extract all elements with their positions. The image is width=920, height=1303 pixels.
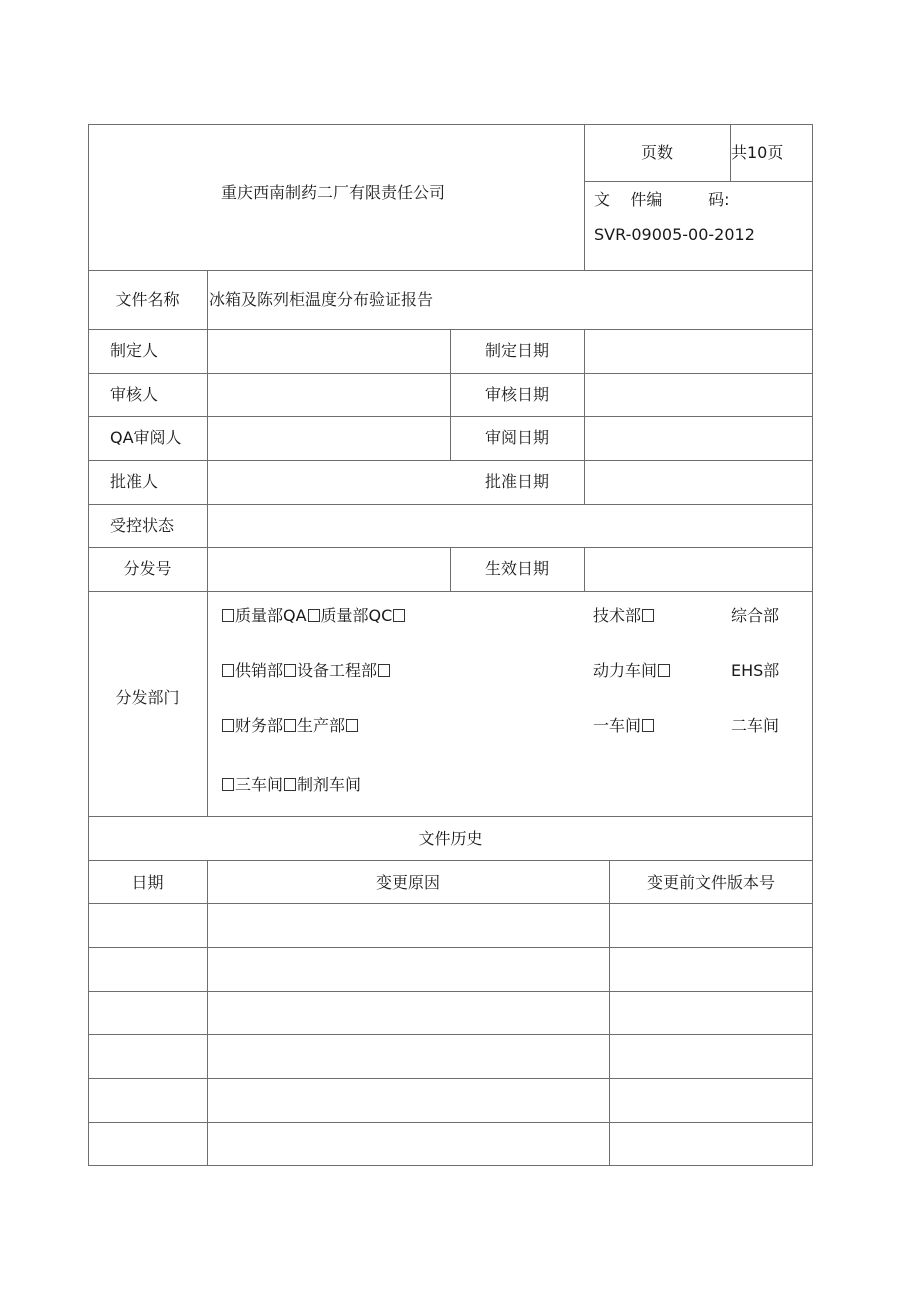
- dept-name: 技术部: [593, 606, 642, 625]
- checkbox[interactable]: [222, 778, 234, 791]
- history-title: 文件历史: [418, 829, 483, 848]
- dept-line: [593, 661, 671, 681]
- pages-value: 共10页: [731, 143, 784, 162]
- dept-line: [593, 606, 655, 626]
- divider: [88, 860, 813, 861]
- divider: [609, 860, 610, 1166]
- divider: [88, 1034, 813, 1035]
- row-label: 制定人: [110, 341, 159, 360]
- dept-name: 制剂车间: [297, 775, 362, 794]
- dept-name: 动力车间: [593, 661, 658, 680]
- checkbox[interactable]: [284, 664, 296, 677]
- checkbox[interactable]: [346, 719, 358, 732]
- form-frame: [88, 124, 813, 1166]
- row-label: 审阅日期: [484, 428, 549, 447]
- row-label: 制定日期: [484, 341, 549, 360]
- status-label: 受控状态: [110, 516, 175, 535]
- history-col-header: 变更前文件版本号: [646, 873, 775, 892]
- history-col-header: 日期: [131, 873, 164, 892]
- divider: [88, 991, 813, 992]
- checkbox[interactable]: [222, 609, 234, 622]
- divider: [88, 460, 813, 461]
- doc-name-label: 文件名称: [115, 290, 180, 309]
- row-label: 批准人: [110, 472, 159, 491]
- checkbox[interactable]: [222, 664, 234, 677]
- dept-name: 质量部QA: [235, 606, 307, 625]
- pages-label: 页数: [640, 143, 673, 162]
- dept-name: 设备工程部: [297, 661, 378, 680]
- dept-name: 财务部: [235, 716, 284, 735]
- checkbox[interactable]: [308, 609, 320, 622]
- dept-line: [221, 661, 391, 681]
- divider: [88, 903, 813, 904]
- divider: [584, 181, 813, 182]
- divider: [584, 329, 585, 504]
- row-label: 审核日期: [484, 385, 549, 404]
- checkbox[interactable]: [393, 609, 405, 622]
- doc-code-label: 文 件编 码:: [594, 190, 730, 209]
- dept-name: EHS部: [731, 661, 780, 680]
- divider: [584, 547, 585, 591]
- dept-name: 生产部: [297, 716, 346, 735]
- divider: [88, 947, 813, 948]
- divider: [88, 1078, 813, 1079]
- history-col-header: 变更原因: [375, 873, 440, 892]
- checkbox[interactable]: [284, 778, 296, 791]
- distribution-label: 分发部门: [115, 688, 180, 707]
- dept-name: 二车间: [731, 716, 780, 735]
- doc-name-value: 冰箱及陈列柜温度分布验证报告: [209, 290, 434, 309]
- checkbox[interactable]: [642, 719, 654, 732]
- checkbox[interactable]: [284, 719, 296, 732]
- dept-name: 综合部: [731, 606, 780, 625]
- dept-name: 一车间: [593, 716, 642, 735]
- divider: [88, 591, 813, 592]
- doc-code-value: SVR-09005-00-2012: [594, 225, 755, 244]
- divider: [207, 270, 208, 816]
- dept-line: [221, 606, 406, 626]
- effective-date-label: 生效日期: [484, 559, 549, 578]
- dept-line: [221, 716, 359, 736]
- row-label: 批准日期: [484, 472, 549, 491]
- dept-name: 质量部QC: [320, 606, 393, 625]
- row-label: QA审阅人: [110, 428, 182, 447]
- checkbox[interactable]: [378, 664, 390, 677]
- checkbox[interactable]: [642, 609, 654, 622]
- divider: [88, 504, 813, 505]
- divider: [207, 860, 208, 1166]
- checkbox[interactable]: [222, 719, 234, 732]
- dept-line: [593, 716, 655, 736]
- dept-name: 供销部: [235, 661, 284, 680]
- distribution-no-label: 分发号: [123, 559, 172, 578]
- company-name: 重庆西南制药二厂有限责任公司: [221, 183, 446, 202]
- divider: [88, 1122, 813, 1123]
- dept-name: 三车间: [235, 775, 284, 794]
- divider: [88, 816, 813, 817]
- checkbox[interactable]: [658, 664, 670, 677]
- dept-line: [221, 775, 361, 795]
- row-label: 审核人: [110, 385, 159, 404]
- divider: [88, 270, 813, 271]
